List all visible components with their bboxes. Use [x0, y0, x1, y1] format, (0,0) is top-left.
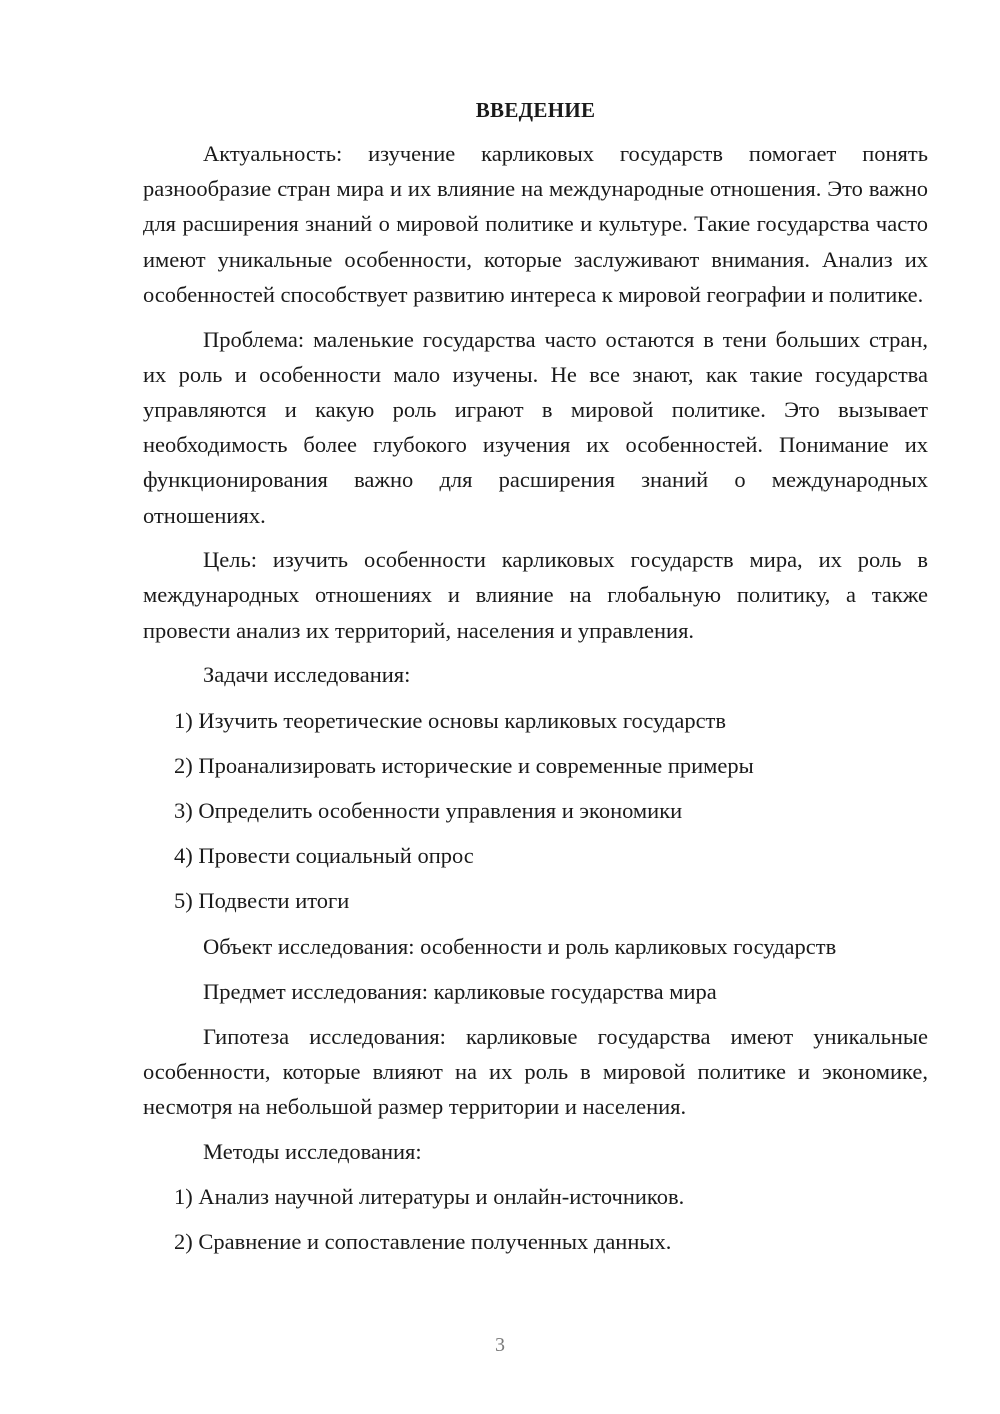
- relevance-paragraph: Актуальность: изучение карликовых государств помогает понять разнообразие стран мира и их влияние на международные отношения. Это важно для расширения знаний о мировой политике и культуре. Такие государства часто имеют уникальные особенности, которые заслуживают внимания. Анализ их особенностей способствует развитию интереса к мировой географии и политике.: [143, 141, 928, 307]
- goal-paragraph: Цель: изучить особенности карликовых государств мира, их роль в международных отношениях и влияние на глобальную политику, а также провести анализ их территорий, населения и управления.: [143, 547, 928, 643]
- section-title: ВВЕДЕНИЕ: [475, 98, 596, 122]
- task-item: 1) Изучить теоретические основы карликовых государств: [174, 707, 727, 733]
- problem-paragraph: Проблема: маленькие государства часто остаются в тени больших стран, их роль и особенности мало изучены. Не все знают, как такие государства управляются и какую роль играют в мировой политике. Это вызывает необходимость более глубокого изучения их особенностей. Понимание их функционирования важно для расширения знаний о международных отношениях.: [143, 326, 928, 528]
- methods-heading: Методы исследования:: [203, 1139, 422, 1165]
- task-item: 3) Определить особенности управления и экономики: [174, 797, 683, 823]
- tasks-heading: Задачи исследования:: [203, 662, 411, 688]
- method-item: 1) Анализ научной литературы и онлайн-источников.: [174, 1184, 685, 1210]
- research-object: Объект исследования: особенности и роль карликовых государств: [203, 933, 837, 959]
- research-subject: Предмет исследования: карликовые государства мира: [203, 978, 717, 1004]
- task-item: 5) Подвести итоги: [174, 888, 350, 914]
- page-number: 3: [495, 1334, 505, 1356]
- task-item: 2) Проанализировать исторические и современные примеры: [174, 752, 754, 778]
- method-item: 2) Сравнение и сопоставление полученных данных.: [174, 1229, 672, 1255]
- hypothesis-paragraph: Гипотеза исследования: карликовые государства имеют уникальные особенности, которые влияют на их роль в мировой политике и экономике, несмотря на небольшой размер территории и населения.: [143, 1023, 928, 1120]
- page-content: [143, 92, 928, 1270]
- task-item: 4) Провести социальный опрос: [174, 843, 474, 869]
